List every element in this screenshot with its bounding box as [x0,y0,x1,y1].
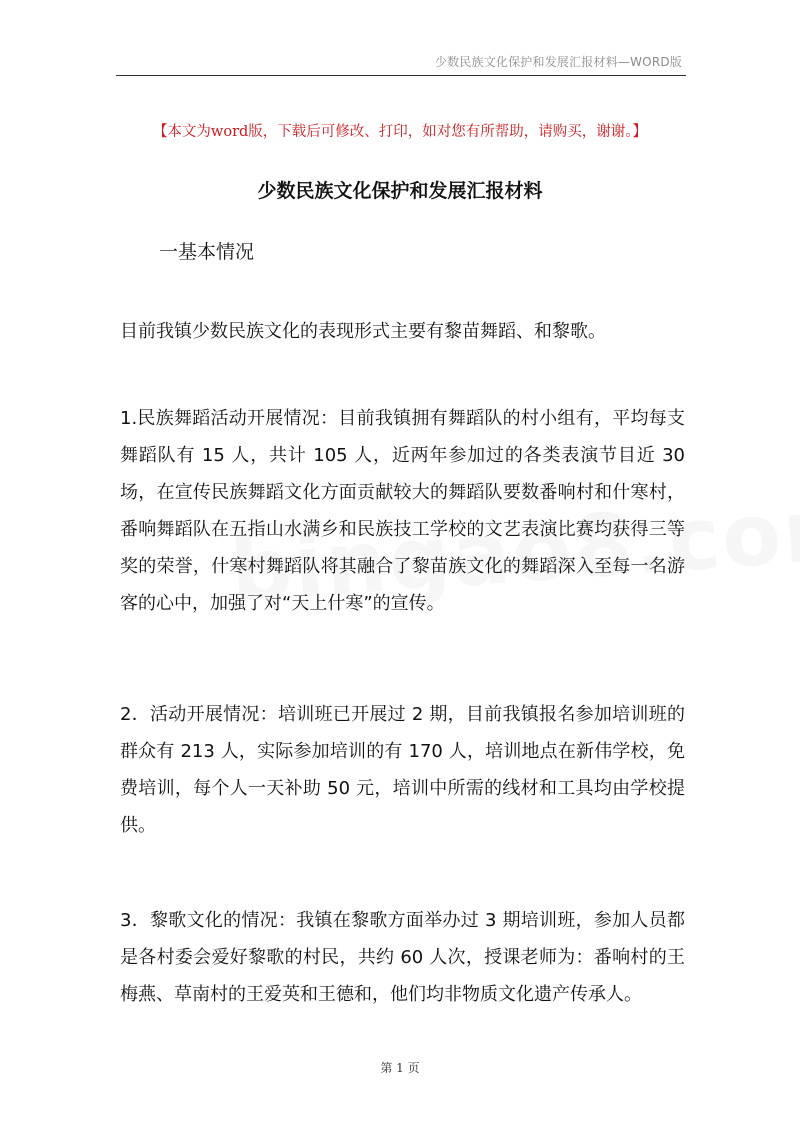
purchase-notice: 【本文为word版，下载后可修改、打印，如对您有所帮助，请购买，谢谢。】 [152,124,648,140]
paragraph-training: 2．活动开展情况：培训班已开展过 2 期，目前我镇报名参加培训班的群众有 213 人，实际参加培训的有 170 人，培训地点在新伟学校，免费培训，每个人一天补助 50 元，培训中所需的线材和工具均由学校提供。 [120,704,685,836]
header-divider [116,75,686,76]
paragraph-li-song: 3．黎歌文化的情况：我镇在黎歌方面举办过 3 期培训班，参加人员都是各村委会爱好黎歌的村民，共约 60 人次，授课老师为：番响村的王梅燕、草南村的王爱英和王德和，他们均非物质文化遗产传承人。 [120,910,685,1005]
paragraph-dance: 1.民族舞蹈活动开展情况：目前我镇拥有舞蹈队的村小组有，平均每支舞蹈队有 15 人，共计 105 人，近两年参加过的各类表演节目近 30 场，在宣传民族舞蹈文化方面贡献较大的舞蹈队要数番响村和什寒村，番响舞蹈队在五指山水满乡和民族技工学校的文艺表演比赛均获得三等奖的荣誉，什寒村舞蹈队将其融合了黎苗族文化的舞蹈深入至每一名游客的心中，加强了对“天上什寒”的宣传。 [120,408,685,614]
section-heading: 一基本情况 [159,241,255,263]
running-header: 少数民族文化保护和发展汇报材料—WORD版 [434,55,682,69]
page-number: 第 1 页 [380,1061,420,1075]
paragraph-intro: 目前我镇少数民族文化的表现形式主要有黎苗舞蹈、和黎歌。 [120,321,606,342]
document-title: 少数民族文化保护和发展汇报材料 [257,180,543,202]
